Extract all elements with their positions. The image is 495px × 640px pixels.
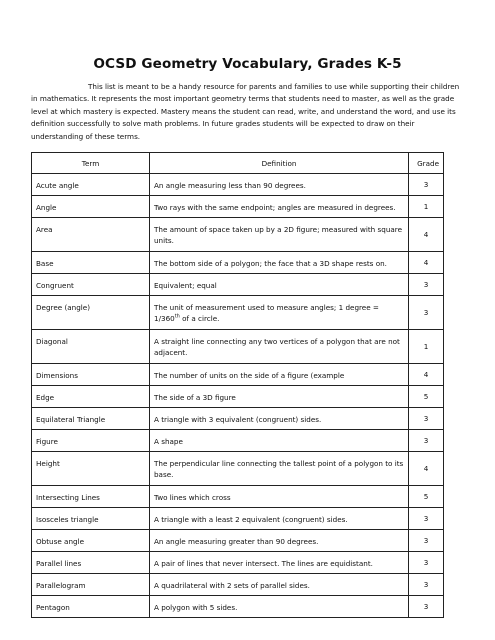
definition-cell: A straight line connecting any two vertices of a polygon that are not adjacent. — [150, 330, 409, 364]
table-row — [32, 552, 444, 574]
definition-main-text: The unit of measurement used to measure angles; 1 degree = 1/360 — [154, 303, 379, 324]
superscript-th: th — [174, 314, 180, 321]
grade-cell: 3 — [409, 596, 444, 618]
table-row — [32, 218, 444, 252]
term-cell: Area — [32, 218, 150, 252]
definition-cell: A shape — [150, 430, 409, 452]
table-row — [32, 596, 444, 618]
definition-cell: A triangle with 3 equivalent (congruent) sides. — [150, 408, 409, 430]
definition-cell: A polygon with 5 sides. — [150, 596, 409, 618]
grade-cell: 3 — [409, 408, 444, 430]
term-cell: Figure — [32, 430, 150, 452]
term-cell: Diagonal — [32, 330, 150, 364]
intro-paragraph — [31, 81, 461, 143]
table-row — [32, 252, 444, 274]
grade-cell: 3 — [409, 174, 444, 196]
definition-cell: A pair of lines that never intersect. The lines are equidistant. — [150, 552, 409, 574]
term-cell: Obtuse angle — [32, 530, 150, 552]
header-definition: Definition — [150, 153, 409, 174]
grade-cell: 3 — [409, 530, 444, 552]
definition-cell: The perpendicular line connecting the tallest point of a polygon to its base. — [150, 452, 409, 486]
term-cell: Edge — [32, 386, 150, 408]
grade-cell: 3 — [409, 274, 444, 296]
header-term: Term — [32, 153, 150, 174]
definition-cell: Equivalent; equal — [150, 274, 409, 296]
grade-cell: 1 — [409, 196, 444, 218]
term-cell: Degree (angle) — [32, 296, 150, 330]
table-header-row — [32, 153, 444, 174]
definition-cell: An angle measuring greater than 90 degrees. — [150, 530, 409, 552]
grade-cell: 5 — [409, 486, 444, 508]
term-cell: Parallel lines — [32, 552, 150, 574]
term-cell: Congruent — [32, 274, 150, 296]
table-row — [32, 408, 444, 430]
term-cell: Base — [32, 252, 150, 274]
definition-cell: Two rays with the same endpoint; angles are measured in degrees. — [150, 196, 409, 218]
table-row — [32, 530, 444, 552]
definition-cell: An angle measuring less than 90 degrees. — [150, 174, 409, 196]
grade-cell: 4 — [409, 252, 444, 274]
definition-tail-text: of a circle. — [179, 314, 220, 324]
table-row — [32, 364, 444, 386]
grade-cell: 4 — [409, 218, 444, 252]
grade-cell: 4 — [409, 452, 444, 486]
definition-cell: The amount of space taken up by a 2D figure; measured with square units. — [150, 218, 409, 252]
header-grade: Grade — [409, 153, 444, 174]
table-row — [32, 330, 444, 364]
term-cell: Dimensions — [32, 364, 150, 386]
term-cell: Parallelogram — [32, 574, 150, 596]
grade-cell: 3 — [409, 508, 444, 530]
definition-cell: A triangle with a least 2 equivalent (congruent) sides. — [150, 508, 409, 530]
definition-cell: Two lines which cross — [150, 486, 409, 508]
grade-cell: 3 — [409, 430, 444, 452]
term-cell: Pentagon — [32, 596, 150, 618]
table-row — [32, 574, 444, 596]
grade-cell: 5 — [409, 386, 444, 408]
table-row — [32, 386, 444, 408]
grade-cell: 3 — [409, 574, 444, 596]
grade-cell: 3 — [409, 296, 444, 330]
table-row — [32, 274, 444, 296]
definition-cell: The number of units on the side of a figure (example — [150, 364, 409, 386]
table-row — [32, 486, 444, 508]
grade-cell: 1 — [409, 330, 444, 364]
grade-cell: 4 — [409, 364, 444, 386]
definition-cell: A quadrilateral with 2 sets of parallel sides. — [150, 574, 409, 596]
term-cell: Angle — [32, 196, 150, 218]
term-cell: Isosceles triangle — [32, 508, 150, 530]
table-row — [32, 430, 444, 452]
table-row — [32, 174, 444, 196]
term-cell: Height — [32, 452, 150, 486]
table-row — [32, 452, 444, 486]
table-row — [32, 508, 444, 530]
grade-cell: 3 — [409, 552, 444, 574]
definition-cell: The side of a 3D figure — [150, 386, 409, 408]
definition-cell: The bottom side of a polygon; the face that a 3D shape rests on. — [150, 252, 409, 274]
term-cell: Intersecting Lines — [32, 486, 150, 508]
vocabulary-table — [31, 152, 444, 618]
table-row — [32, 196, 444, 218]
page-title: OCSD Geometry Vocabulary, Grades K-5 — [93, 56, 402, 72]
definition-cell — [150, 296, 409, 330]
intro-text: This list is meant to be a handy resource for parents and families to use while supporting their children in mathematics. It represents the most important geometry terms that students need to master, as well as the grade level at which mastery is expected. Mastery means the student can read, write, and understand the word, and use its definition successfully to solve math problems. In future grades students will be expected to draw on their understanding of these terms. — [31, 82, 460, 141]
term-cell: Equilateral Triangle — [32, 408, 150, 430]
table-row — [32, 296, 444, 330]
term-cell: Acute angle — [32, 174, 150, 196]
